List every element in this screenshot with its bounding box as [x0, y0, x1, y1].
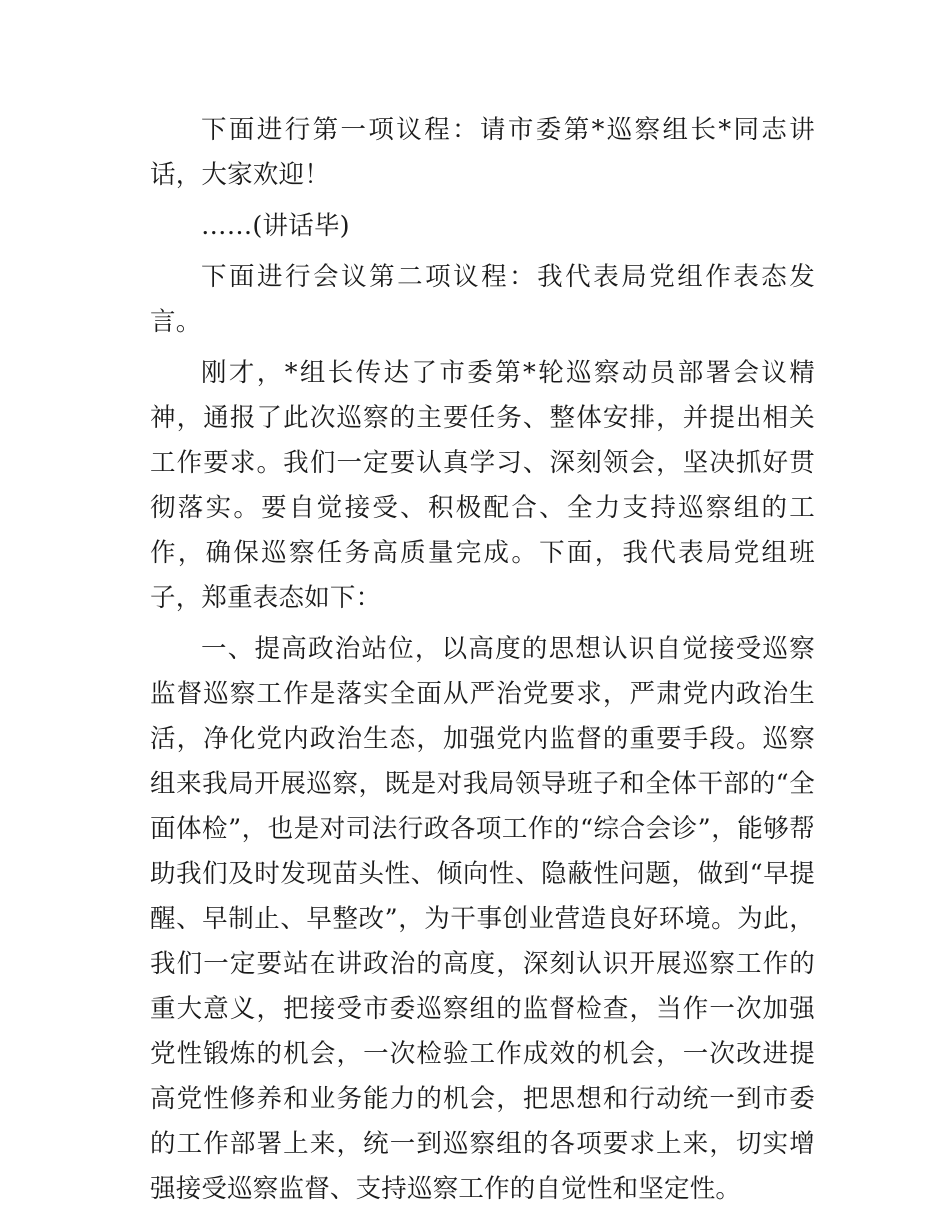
paragraph-opening-remarks: 刚才，*组长传达了市委第*轮巡察动员部署会议精神，通报了此次巡察的主要任务、整体安排，并提出相关工作要求。我们一定要认真学习、深刻领会，坚决抓好贯彻落实。要自觉接受、积极配合、全力支持巡察组的工作，确保巡察任务高质量完成。下面，我代表局党组班子，郑重表态如下： — [150, 358, 815, 613]
paragraph-speech-end-marker: ……(讲话毕) — [201, 211, 350, 241]
document-body — [150, 108, 815, 1212]
paragraph-agenda-item-one: 下面进行第一项议程：请市委第*巡察组长*同志讲话，大家欢迎！ — [150, 115, 815, 190]
paragraph-section-one: 一、提高政治站位，以高度的思想认识自觉接受巡察监督巡察工作是落实全面从严治党要求，严肃党内政治生活，净化党内政治生态，加强党内监督的重要手段。巡察组来我局开展巡察，既是对我局领导班子和全体干部的“全面体检”，也是对司法行政各项工作的“综合会诊”，能够帮助我们及时发现苗头性、倾向性、隐蔽性问题，做到“早提醒、早制止、早整改”，为干事创业营造良好环境。为此，我们一定要站在讲政治的高度，深刻认识开展巡察工作的重大意义，把接受市委巡察组的监督检查，当作一次加强党性锻炼的机会，一次检验工作成效的机会，一次改进提高党性修养和业务能力的机会，把思想和行动统一到市委的工作部署上来，统一到巡察组的各项要求上来，切实增强接受巡察监督、支持巡察工作的自觉性和坚定性。 — [150, 634, 815, 1204]
paragraph-agenda-item-two: 下面进行会议第二项议程：我代表局党组作表态发言。 — [150, 262, 815, 337]
